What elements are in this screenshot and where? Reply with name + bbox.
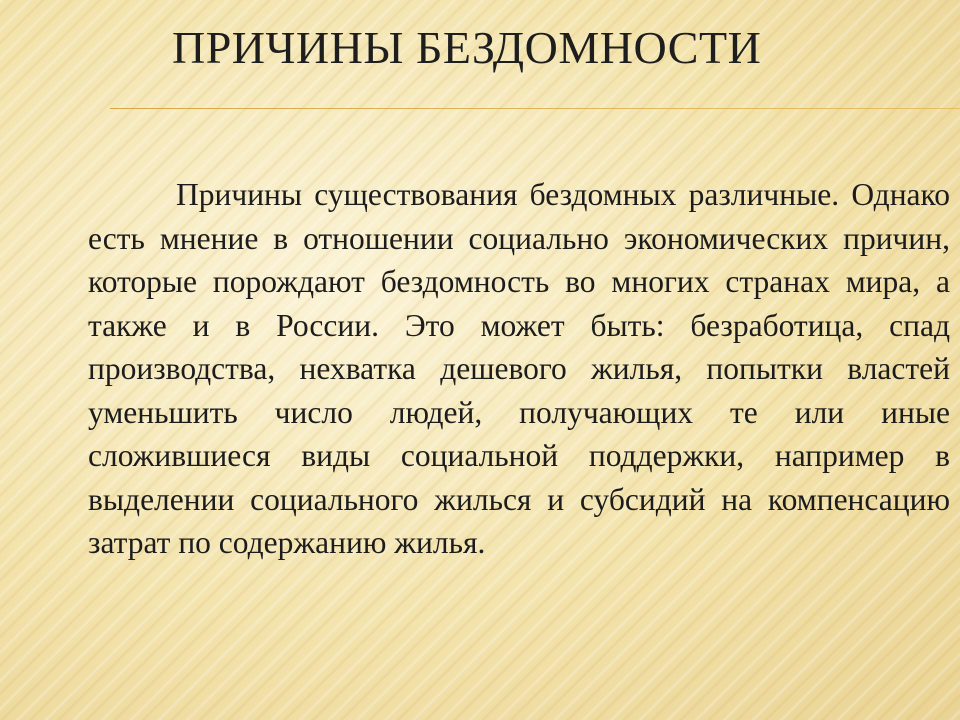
title-divider xyxy=(110,108,960,109)
slide-title: ПРИЧИНЫ БЕЗДОМНОСТИ xyxy=(172,22,762,73)
slide-body-text: Причины существования бездомных различные. Однако есть мнение в отношении социально экономических причин, которые порождают бездомность во многих странах мира, а также и в России. Это может быть: безработица, спад производства, нехватка дешевого жилья, попытки властей уменьшить число людей, получающих те или иные сложившиеся виды социальной поддержки, например в выделении социального жилься и субсидий на компенсацию затрат по содержанию жилья. xyxy=(88,177,950,560)
